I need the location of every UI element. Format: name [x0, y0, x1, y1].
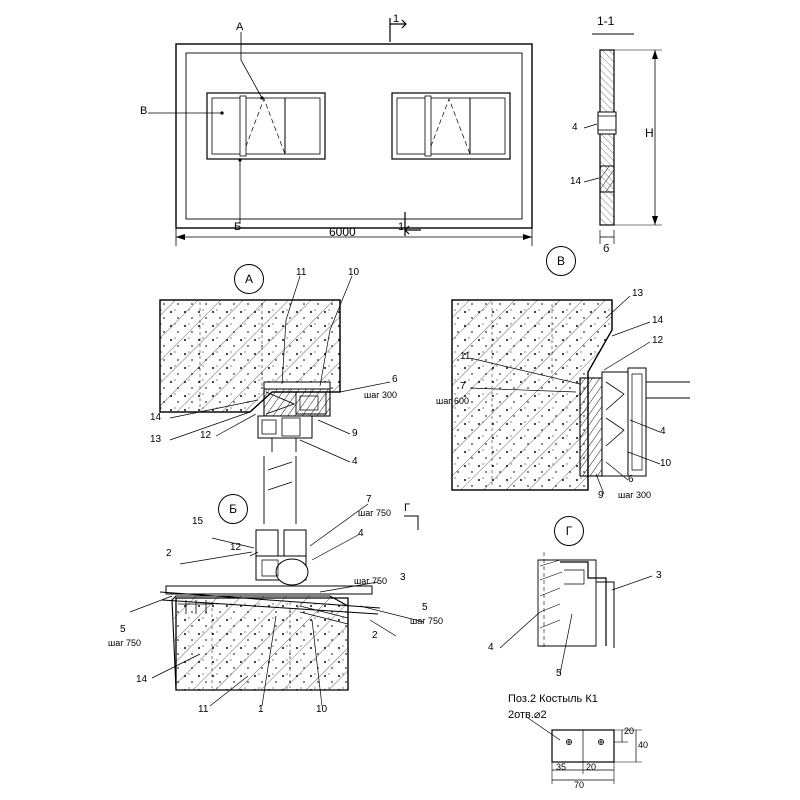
panel-thickness-letter: б [603, 243, 610, 255]
b-pos-1: 1 [258, 704, 264, 715]
b-pos-11: 11 [198, 704, 209, 715]
kostyl-holes: 2отв.⌀2 [508, 709, 547, 721]
a-pos-9: 9 [352, 428, 358, 439]
detail-bubble-a: А [234, 264, 264, 294]
v-pos-11: 11 [460, 351, 471, 362]
b-note-step750-3: шаг 750 [410, 616, 444, 626]
callout-b-top: Б [234, 221, 242, 233]
callout-v-top: В [140, 105, 148, 117]
a-pos-13: 13 [150, 434, 162, 445]
b-pos-10: 10 [316, 704, 328, 715]
section-title-1-1: 1-1 [597, 14, 615, 28]
b-pos-15: 15 [192, 516, 204, 527]
g-pos-4: 4 [488, 642, 494, 653]
b-note-step750-1: шаг 750 [358, 508, 392, 518]
v-pos-14: 14 [652, 315, 664, 326]
kostyl-dim-40: 40 [638, 740, 649, 750]
v-pos-7: 7 [460, 381, 466, 392]
detail-bubble-v: В [546, 246, 576, 276]
a-pos-11: 11 [296, 267, 307, 278]
detail-bubble-g: Г [554, 516, 584, 546]
g-pos-5: 5 [556, 668, 562, 679]
v-pos-6: 6 [628, 474, 634, 485]
kostyl-dim-35: 35 [556, 762, 567, 772]
v-pos-4: 4 [660, 426, 666, 437]
b-pos-5b: 5 [120, 624, 126, 635]
b-pos-2b: 2 [372, 630, 378, 641]
v-note-step600: шаг 600 [436, 396, 470, 406]
panel-width-dim: 6000 [329, 225, 356, 239]
b-pos-14: 14 [136, 674, 148, 685]
a-pos-10: 10 [348, 267, 360, 278]
b-note-step750-2: шаг 750 [354, 576, 388, 586]
panel-height-letter: H [645, 126, 654, 140]
v-pos-13: 13 [632, 288, 644, 299]
v-pos-10: 10 [660, 458, 672, 469]
a-pos-12: 12 [200, 430, 212, 441]
kostyl-title: Поз.2 Костыль К1 [508, 693, 598, 705]
g-pos-3: 3 [656, 570, 662, 581]
detail-bubble-b: Б [218, 494, 248, 524]
v-note-step300: шаг 300 [618, 490, 652, 500]
b-pos-4: 4 [358, 528, 364, 539]
section-pos-14: 14 [570, 176, 582, 187]
section-mark-top: 1 [393, 13, 400, 25]
b-pos-5a: 5 [422, 602, 428, 613]
kostyl-dim-20: 20 [624, 726, 635, 736]
v-pos-9: 9 [598, 490, 604, 501]
callout-a-top: А [236, 21, 244, 33]
a-note-step300: шаг 300 [364, 390, 398, 400]
b-pos-2a: 2 [166, 548, 172, 559]
a-pos-4: 4 [352, 456, 358, 467]
b-pos-12: 12 [230, 542, 242, 553]
a-pos-14: 14 [150, 412, 162, 423]
a-pos-6: 6 [392, 374, 398, 385]
b-pos-7: 7 [366, 494, 372, 505]
b-pos-3: 3 [400, 572, 406, 583]
kostyl-dim-20b: 20 [586, 762, 597, 772]
v-pos-12: 12 [652, 335, 664, 346]
section-pos-4: 4 [572, 122, 578, 133]
section-mark-bottom: 1 [398, 221, 405, 233]
kostyl-dim-70: 70 [574, 780, 585, 790]
b-note-step750-4: шаг 750 [108, 638, 142, 648]
b-mark-g: Г [404, 502, 410, 514]
